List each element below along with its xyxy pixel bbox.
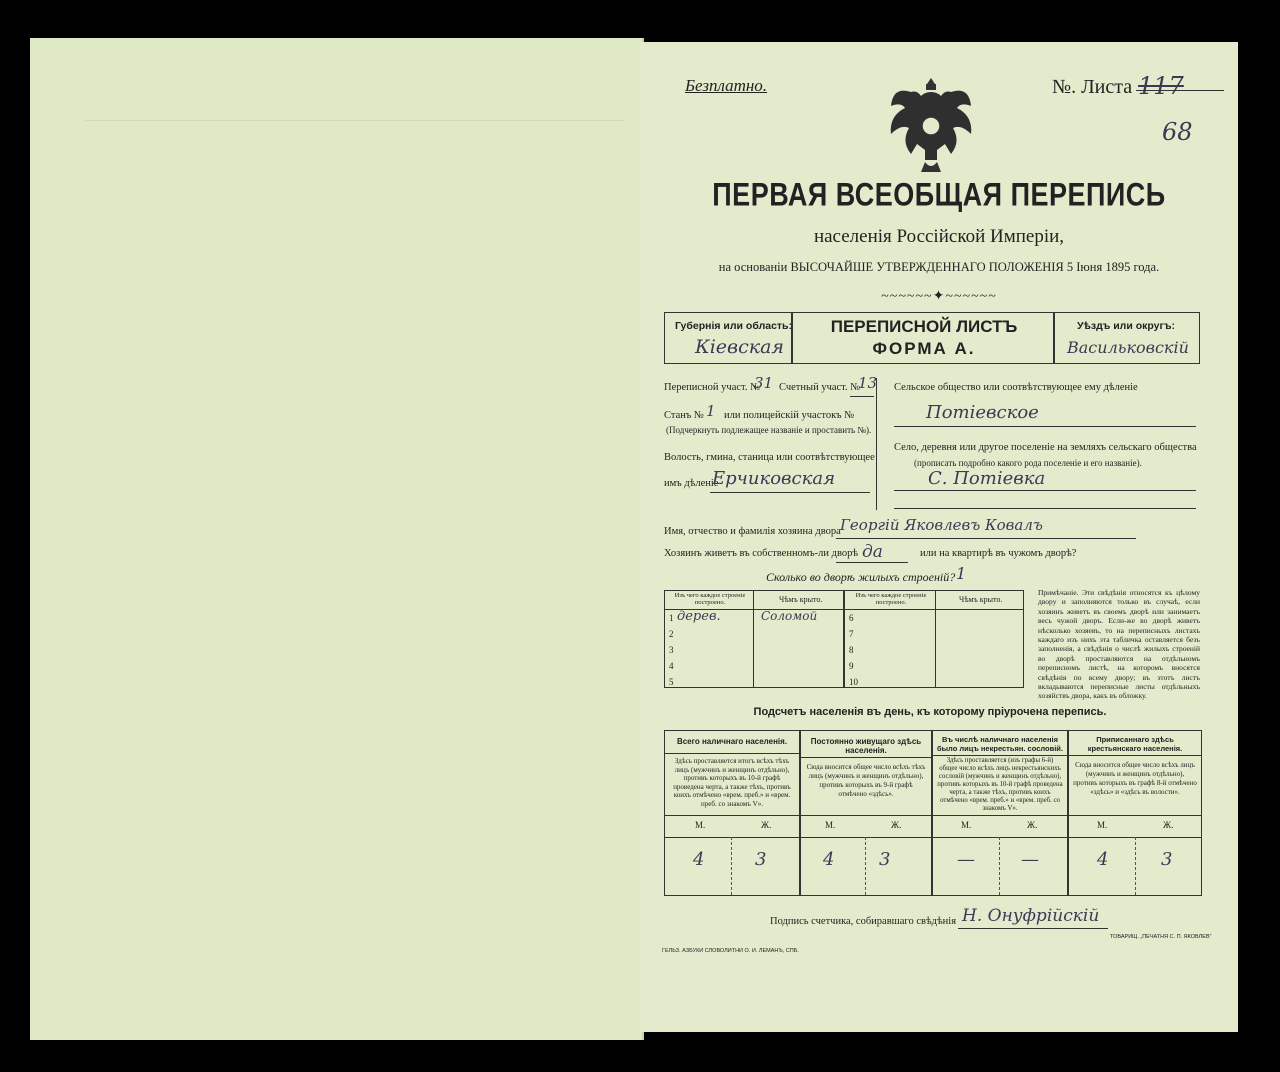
volost-underline [710,492,870,493]
buildings-table-mid-rule [843,591,845,687]
census-form-page [640,42,1238,1032]
summary-head-rule-4 [1068,755,1201,756]
summary-nonpeasant-header: Въ числѣ наличнаго населенія было лицъ некрестьян. сословій. [937,735,1064,753]
summary-resident-female: 3 [879,849,891,870]
summary-desc-rule [665,815,1201,816]
village-value: С. Потіевка [928,468,1046,489]
col-material-header-right: Изъ чего каждое строеніе построено. [855,592,927,606]
female-label: Ж. [1163,820,1174,830]
buildings-table [664,590,1024,688]
mf-divider [1135,837,1136,895]
census-section-value: 31 [754,374,774,392]
summary-mf-rule [665,837,1201,838]
district-box [1054,312,1200,364]
sheet-number-struck: 117 [1138,72,1184,100]
row-number: 5 [669,677,674,687]
census-title: ПЕРВАЯ ВСЕОБЩАЯ ПЕРЕПИСЬ [712,176,1166,213]
row-number: 6 [849,613,854,623]
buildings-table-col-rule-1 [753,591,754,687]
summary-resident-desc: Сюда вносится общее число всѣхъ тѣхъ лицъ (мужчинъ и женщинъ отдѣльно), противъ которыхъ въ 9-й графѣ отмѣчено «здѣсь». [806,763,926,798]
male-label: М. [1097,820,1108,830]
province-label: Губернія или область: [675,320,793,332]
summary-resident-header: Постоянно живущаго здѣсь населенія. [810,737,922,755]
village-underline-2 [894,508,1196,509]
mf-divider [865,837,866,895]
row-number: 10 [849,677,858,687]
summary-rule-1 [799,731,801,895]
stan-label: Станъ № [664,410,704,421]
double-headed-eagle-emblem [885,70,977,178]
summary-nonpeasant-male: — [957,849,975,870]
summary-nonpeasant-desc: Здѣсь проставляется (изъ графы 6-й) общее число всѣхъ лицъ некрестьянскихъ сословій (мужчинъ и женщинъ отдѣльно), противъ которыхъ въ 10-й графѣ проведена черта, а также тѣхъ, противъ коихъ отмѣчено «врем. преб.» и «врем. преб. со знакомъ V». [937,757,1063,812]
row-number: 2 [669,629,674,639]
legal-basis-line: на основаніи ВЫСОЧАЙШЕ УТВЕРЖДЕННАГО ПОЛОЖЕНІЯ 5 Іюня 1895 года. [718,260,1160,274]
gratis-label: Безплатно. [685,76,768,95]
row-number: 1 [669,613,674,623]
population-summary-table [664,730,1202,896]
mf-divider [731,837,732,895]
sheet-number-new: 68 [1162,118,1193,146]
row-material: дерев. [677,609,721,624]
summary-resident-male: 4 [823,849,835,870]
count-section-value: 13 [858,374,878,392]
row-number: 4 [669,661,674,671]
own-yard-underline [836,562,908,563]
buildings-count-value: 1 [956,564,967,583]
volost-label-line1: Волость, гмина, станица или соотвѣтствующее [664,452,875,463]
society-label: Сельское общество или соотвѣтствующее ему дѣленіе [894,382,1138,393]
village-label: Село, деревня или другое поселеніе на земляхъ сельскаго общества [894,442,1197,453]
imprint-right: ТОВАРИЩ. „ПЕЧАТНЯ С. П. ЯКОВЛЕВ" [1110,934,1212,940]
count-section-underline [850,396,874,397]
col-material-header-left: Изъ чего каждое строеніе построено. [674,592,746,606]
police-section-label: или полицейскій участокъ № [724,410,855,421]
form-a-label: ФОРМА А. [872,339,976,358]
mf-divider [999,837,1000,895]
sheet-number-label: №. Листа [1052,76,1133,98]
society-value: Потіевское [926,402,1039,423]
left-blank-page [30,38,644,1040]
rented-label: или на квартирѣ въ чужомъ дворѣ? [920,548,1077,559]
summary-total-desc: Здѣсь проставляется итогъ всѣхъ тѣхъ лицъ (мужчинъ и женщинъ отдѣльно), противъ которыхъ въ 10-й графѣ проведена черта, а также тѣхъ, противъ коихъ отмѣчено «врем. преб.» и «врем. преб. со знакомъ V». [673,757,791,808]
summary-title: Подсчетъ населенія въ день, къ которому пріурочена перепись. [753,706,1107,718]
summary-peasant-male: 4 [1097,849,1109,870]
province-value: Кіевская [695,336,784,358]
summary-peasant-header: Приписаннаго здѣсь крестьянскаго населенія. [1087,735,1183,753]
female-label: Ж. [1027,820,1038,830]
volost-value: Ерчиковская [712,468,835,489]
buildings-note: Примѣчаніе. Эти свѣдѣнія относятся къ цѣлому двору и заполняются только въ случаѣ, если хозяинъ живетъ въ своемъ дворѣ или занимаетъ весь чужой дворъ. Если-же во дворѣ живетъ нѣсколько хозяевъ, то на переписныхъ листахъ каждаго изъ нихъ эта табличка оставляется безъ заполненія, а свѣдѣнія о числѣ жилыхъ строеній во дворѣ проставляются на отдѣльномъ переписномъ листѣ, на которомъ вносятся свѣдѣнія по всему двору; въ этотъ листъ вкладываются переписные листы отдѣльныхъ хозяйствъ двора, какъ въ обложку. [1038,588,1200,701]
village-underline [894,490,1196,491]
buildings-count-label: Сколько во дворѣ жилыхъ строеній? [766,570,956,584]
summary-nonpeasant-female: — [1021,849,1039,870]
imprint-left: ГЕЛЬЗ. АЗБУКИ СЛОВОЛИТНИ О. И. ЛЕМАНЪ, СПБ. [662,948,799,954]
signature-underline [958,928,1108,929]
village-instruction: (прописать подробно какого рода поселеніе и его названіе). [914,458,1142,468]
signature-value: Н. Онуфрійскій [962,906,1100,926]
form-sheet-title: ПЕРЕПИСНОЙ ЛИСТЪ [830,317,1018,336]
society-underline [894,426,1196,427]
row-number: 7 [849,629,854,639]
male-label: М. [961,820,972,830]
row-number: 3 [669,645,674,655]
male-label: М. [825,820,836,830]
owner-label: Имя, отчество и фамилія хозяина двора [664,526,841,537]
owner-underline [836,538,1136,539]
show-through-lines [85,120,625,341]
summary-peasant-desc: Сюда вносится общее число всѣхъ лицъ (мужчинъ и женщинъ отдѣльно), противъ которыхъ въ графѣ 8-й отмѣчено «здѣсь» и «здѣсь въ волости». [1073,761,1197,796]
summary-peasant-female: 3 [1161,849,1173,870]
col-roof-header-right: Чѣмъ крыто. [959,595,1003,604]
own-yard-label: Хозяинъ живетъ въ собственномъ-ли дворѣ [664,548,859,559]
summary-head-rule-2 [800,757,931,758]
row-number: 8 [849,645,854,655]
sheet-number-underline [1136,90,1224,91]
census-subtitle: населенія Россійской Имперіи, [813,226,1065,247]
summary-total-female: 3 [755,849,767,870]
ornament-divider: ~~~~~~✦~~~~~~ [881,289,997,304]
col-roof-header-left: Чѣмъ крыто. [779,595,823,604]
summary-total-header: Всего наличнаго населенія. [676,737,788,746]
summary-total-male: 4 [693,849,705,870]
summary-head-rule-1 [665,753,799,754]
district-value: Васильковскій [1067,338,1189,357]
column-divider [876,378,877,510]
buildings-table-col-rule-2 [935,591,936,687]
row-number: 9 [849,661,854,671]
female-label: Ж. [761,820,772,830]
summary-head-rule-3 [932,755,1067,756]
stan-value: 1 [706,402,716,420]
district-label: Уѣздъ или округъ: [1077,320,1176,332]
census-section-label: Переписной участ. № [664,382,761,393]
volost-label-line2: имъ дѣленіе [664,478,719,489]
underline-instruction: (Подчеркнуть подлежащее названіе и проставить №). [666,425,872,435]
male-label: М. [695,820,706,830]
female-label: Ж. [891,820,902,830]
own-yard-value: да [862,542,883,562]
province-box [664,312,792,364]
row-roof: Соломой [761,609,818,623]
form-title-box [792,312,1054,364]
owner-value: Георгій Яковлевъ Ковалъ [840,516,1043,534]
count-section-label: Счетный участ. № [779,382,861,393]
signature-label: Подпись счетчика, собиравшаго свѣдѣнія [770,916,957,927]
